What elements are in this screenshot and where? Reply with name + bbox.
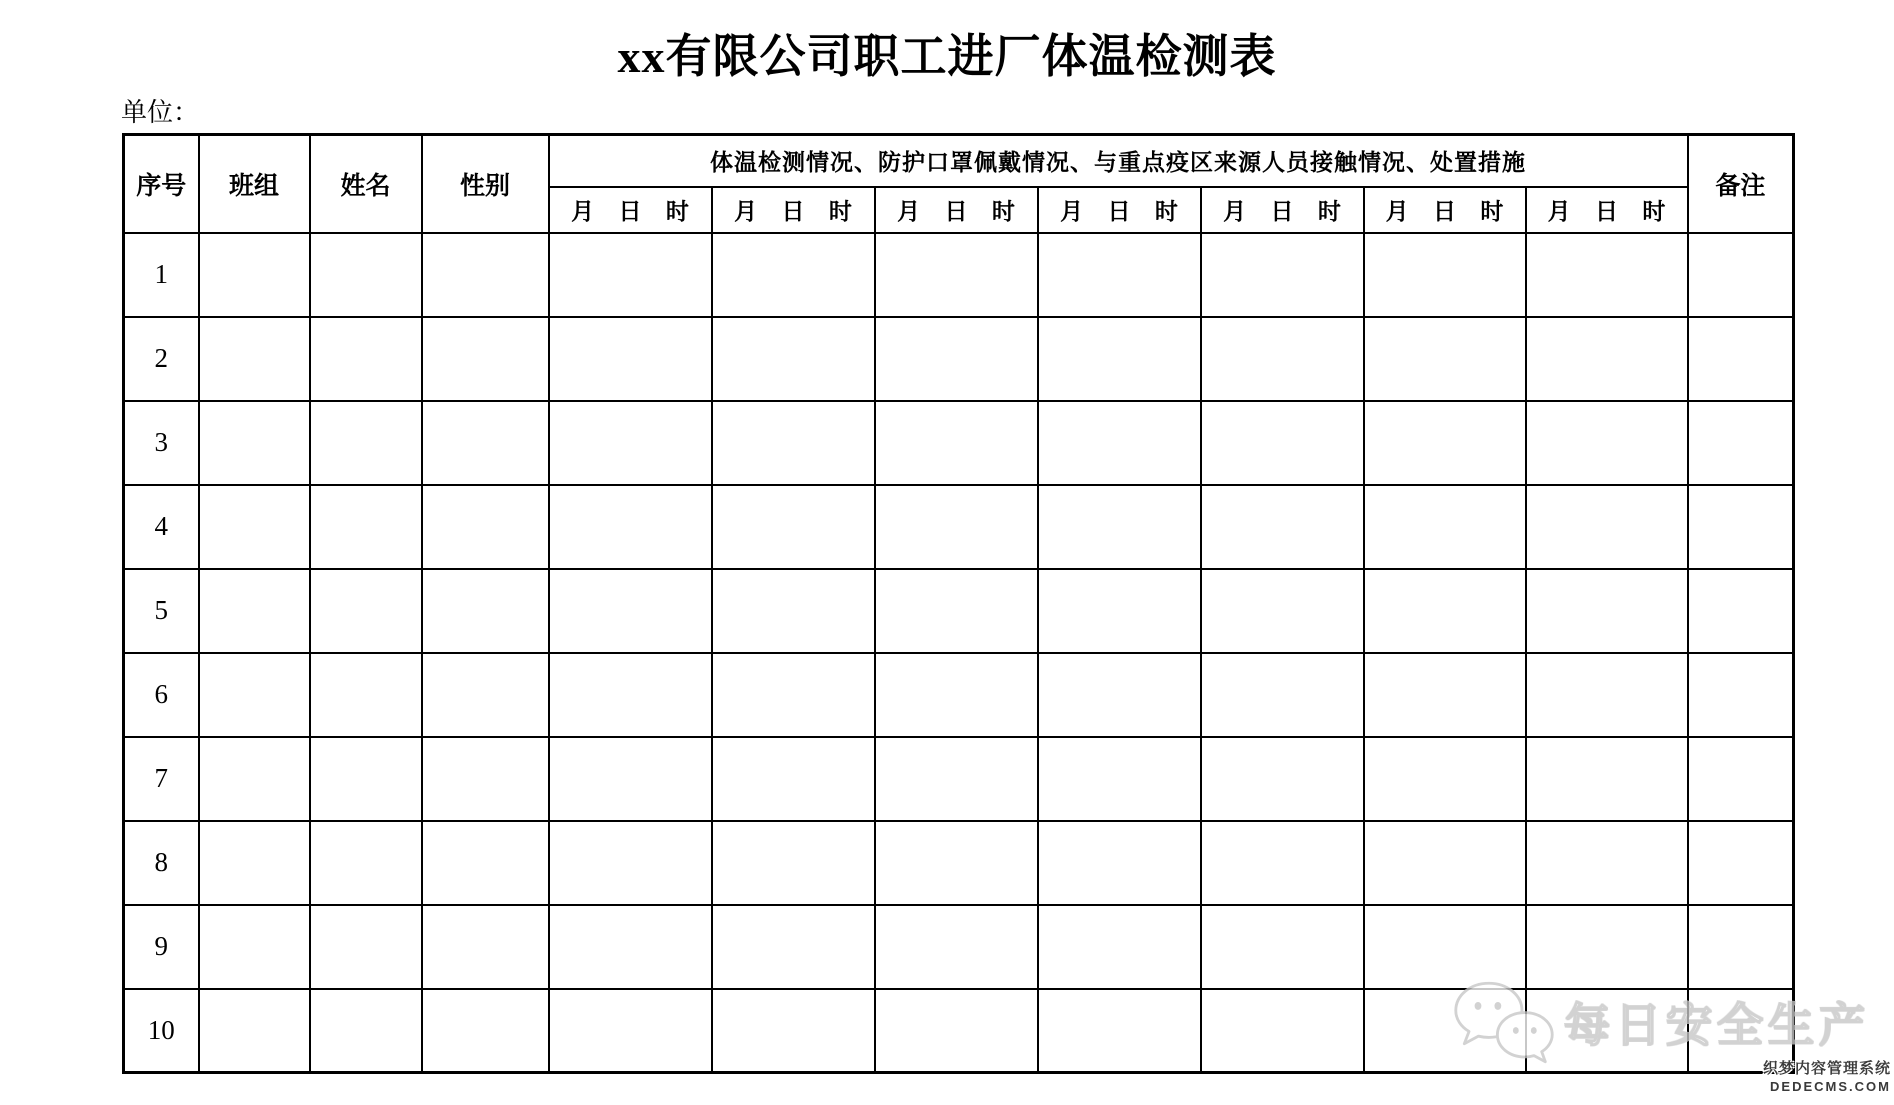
cell-time-6 bbox=[1364, 317, 1526, 401]
row-number: 9 bbox=[124, 905, 199, 989]
cms-badge-line1: 织梦内容管理系统 bbox=[1762, 1060, 1891, 1077]
cell-time-5 bbox=[1201, 653, 1364, 737]
cell-xingbie bbox=[422, 821, 549, 905]
cell-beizhu bbox=[1688, 653, 1794, 737]
cell-xingming bbox=[310, 401, 422, 485]
cell-time-6 bbox=[1364, 737, 1526, 821]
cell-time-2 bbox=[712, 737, 875, 821]
cell-time-3 bbox=[875, 653, 1038, 737]
table-row-10 bbox=[124, 989, 1794, 1073]
cell-time-7 bbox=[1526, 737, 1688, 821]
cell-time-6 bbox=[1364, 233, 1526, 317]
cell-time-4 bbox=[1038, 905, 1201, 989]
cell-time-7 bbox=[1526, 905, 1688, 989]
cell-beizhu bbox=[1688, 317, 1794, 401]
cell-xingming bbox=[310, 233, 422, 317]
cell-time-1 bbox=[549, 401, 712, 485]
cell-time-4 bbox=[1038, 653, 1201, 737]
cell-time-1 bbox=[549, 233, 712, 317]
cell-xingbie bbox=[422, 653, 549, 737]
row-number: 4 bbox=[124, 485, 199, 569]
row-number: 5 bbox=[124, 569, 199, 653]
cell-time-7 bbox=[1526, 401, 1688, 485]
cell-time-2 bbox=[712, 569, 875, 653]
cell-time-4 bbox=[1038, 737, 1201, 821]
cell-time-7 bbox=[1526, 989, 1688, 1073]
cell-beizhu bbox=[1688, 485, 1794, 569]
cell-time-6 bbox=[1364, 569, 1526, 653]
table-row-3 bbox=[124, 401, 1794, 485]
header-xingbie: 性别 bbox=[422, 135, 549, 233]
cell-time-2 bbox=[712, 401, 875, 485]
cell-time-3 bbox=[875, 989, 1038, 1073]
table-row-1 bbox=[124, 233, 1794, 317]
header-merged-situation: 体温检测情况、防护口罩佩戴情况、与重点疫区来源人员接触情况、处置措施 bbox=[549, 135, 1688, 187]
cell-time-6 bbox=[1364, 653, 1526, 737]
header-row-1 bbox=[124, 135, 1794, 187]
cell-time-2 bbox=[712, 233, 875, 317]
row-number: 10 bbox=[124, 989, 199, 1073]
header-xingming: 姓名 bbox=[310, 135, 422, 233]
cell-time-3 bbox=[875, 821, 1038, 905]
watermark-text: 每日安全生产 bbox=[1564, 999, 1870, 1051]
cell-beizhu bbox=[1688, 233, 1794, 317]
cell-time-6 bbox=[1364, 905, 1526, 989]
cell-banzu bbox=[199, 485, 310, 569]
subheader-month-day-hour-6: 月 日 时 bbox=[1364, 187, 1526, 233]
cell-xingming bbox=[310, 317, 422, 401]
cell-time-5 bbox=[1201, 485, 1364, 569]
cell-time-2 bbox=[712, 485, 875, 569]
cell-time-7 bbox=[1526, 485, 1688, 569]
cell-time-1 bbox=[549, 821, 712, 905]
cell-time-5 bbox=[1201, 821, 1364, 905]
cell-time-4 bbox=[1038, 317, 1201, 401]
cell-banzu bbox=[199, 653, 310, 737]
row-number: 8 bbox=[124, 821, 199, 905]
cell-time-7 bbox=[1526, 569, 1688, 653]
cell-time-4 bbox=[1038, 989, 1201, 1073]
cell-time-5 bbox=[1201, 401, 1364, 485]
cell-xingbie bbox=[422, 569, 549, 653]
table-row-4 bbox=[124, 485, 1794, 569]
cell-xingming bbox=[310, 821, 422, 905]
table-row-8 bbox=[124, 821, 1794, 905]
cell-time-3 bbox=[875, 737, 1038, 821]
cell-banzu bbox=[199, 401, 310, 485]
cell-time-1 bbox=[549, 569, 712, 653]
table-row-7 bbox=[124, 737, 1794, 821]
cell-banzu bbox=[199, 905, 310, 989]
cell-xingbie bbox=[422, 905, 549, 989]
cell-time-3 bbox=[875, 485, 1038, 569]
page-title: xx有限公司职工进厂体温检测表 bbox=[617, 31, 1277, 82]
cell-time-2 bbox=[712, 905, 875, 989]
cell-xingbie bbox=[422, 989, 549, 1073]
cell-time-4 bbox=[1038, 569, 1201, 653]
cell-time-5 bbox=[1201, 569, 1364, 653]
cell-time-4 bbox=[1038, 485, 1201, 569]
subheader-month-day-hour-7: 月 日 时 bbox=[1526, 187, 1688, 233]
cell-xingming bbox=[310, 569, 422, 653]
cell-time-1 bbox=[549, 317, 712, 401]
cell-time-5 bbox=[1201, 737, 1364, 821]
header-beizhu: 备注 bbox=[1688, 135, 1794, 233]
cell-xingming bbox=[310, 905, 422, 989]
row-number: 1 bbox=[124, 233, 199, 317]
cell-time-6 bbox=[1364, 989, 1526, 1073]
cell-xingming bbox=[310, 737, 422, 821]
cell-banzu bbox=[199, 737, 310, 821]
cell-banzu bbox=[199, 233, 310, 317]
table-row-2 bbox=[124, 317, 1794, 401]
cell-beizhu bbox=[1688, 569, 1794, 653]
row-number: 2 bbox=[124, 317, 199, 401]
cell-banzu bbox=[199, 569, 310, 653]
subheader-month-day-hour-5: 月 日 时 bbox=[1201, 187, 1364, 233]
cell-time-3 bbox=[875, 905, 1038, 989]
cell-xingbie bbox=[422, 737, 549, 821]
cell-time-1 bbox=[549, 485, 712, 569]
cell-time-2 bbox=[712, 317, 875, 401]
cell-banzu bbox=[199, 317, 310, 401]
cell-time-1 bbox=[549, 905, 712, 989]
subheader-month-day-hour-1: 月 日 时 bbox=[549, 187, 712, 233]
row-number: 3 bbox=[124, 401, 199, 485]
cell-time-3 bbox=[875, 401, 1038, 485]
table-header bbox=[124, 135, 1794, 233]
header-banzu: 班组 bbox=[199, 135, 310, 233]
cell-time-7 bbox=[1526, 653, 1688, 737]
subheader-month-day-hour-3: 月 日 时 bbox=[875, 187, 1038, 233]
cell-time-7 bbox=[1526, 317, 1688, 401]
cell-beizhu bbox=[1688, 821, 1794, 905]
cell-time-2 bbox=[712, 821, 875, 905]
cell-time-5 bbox=[1201, 317, 1364, 401]
header-xuhao: 序号 bbox=[124, 135, 199, 233]
subheader-month-day-hour-2: 月 日 时 bbox=[712, 187, 875, 233]
cell-time-6 bbox=[1364, 821, 1526, 905]
table-row-6 bbox=[124, 653, 1794, 737]
cell-time-2 bbox=[712, 989, 875, 1073]
cell-time-4 bbox=[1038, 401, 1201, 485]
unit-label: 单位： bbox=[121, 98, 200, 127]
table-row-9 bbox=[124, 905, 1794, 989]
cell-xingbie bbox=[422, 401, 549, 485]
table-row-5 bbox=[124, 569, 1794, 653]
cell-xingbie bbox=[422, 233, 549, 317]
cell-beizhu bbox=[1688, 737, 1794, 821]
cell-xingbie bbox=[422, 317, 549, 401]
cell-time-6 bbox=[1364, 485, 1526, 569]
row-number: 7 bbox=[124, 737, 199, 821]
cell-time-7 bbox=[1526, 233, 1688, 317]
cell-time-5 bbox=[1201, 905, 1364, 989]
cell-time-2 bbox=[712, 653, 875, 737]
cell-beizhu bbox=[1688, 905, 1794, 989]
temperature-check-table bbox=[122, 133, 1795, 1074]
cell-banzu bbox=[199, 821, 310, 905]
cell-time-7 bbox=[1526, 821, 1688, 905]
row-number: 6 bbox=[124, 653, 199, 737]
cell-beizhu bbox=[1688, 401, 1794, 485]
table-body bbox=[124, 233, 1794, 1073]
cell-banzu bbox=[199, 989, 310, 1073]
cell-xingming bbox=[310, 485, 422, 569]
cell-xingming bbox=[310, 989, 422, 1073]
cell-time-5 bbox=[1201, 233, 1364, 317]
cell-time-3 bbox=[875, 317, 1038, 401]
cell-time-1 bbox=[549, 989, 712, 1073]
cell-time-1 bbox=[549, 737, 712, 821]
cell-time-3 bbox=[875, 233, 1038, 317]
cell-time-4 bbox=[1038, 821, 1201, 905]
cms-badge bbox=[1763, 1060, 1891, 1095]
cell-xingming bbox=[310, 653, 422, 737]
cell-time-4 bbox=[1038, 233, 1201, 317]
cell-time-5 bbox=[1201, 989, 1364, 1073]
cell-time-6 bbox=[1364, 401, 1526, 485]
cell-xingbie bbox=[422, 485, 549, 569]
cell-time-1 bbox=[549, 653, 712, 737]
cms-badge-line2: DEDECMS.COM bbox=[1770, 1078, 1891, 1094]
subheader-month-day-hour-4: 月 日 时 bbox=[1038, 187, 1201, 233]
cell-time-3 bbox=[875, 569, 1038, 653]
